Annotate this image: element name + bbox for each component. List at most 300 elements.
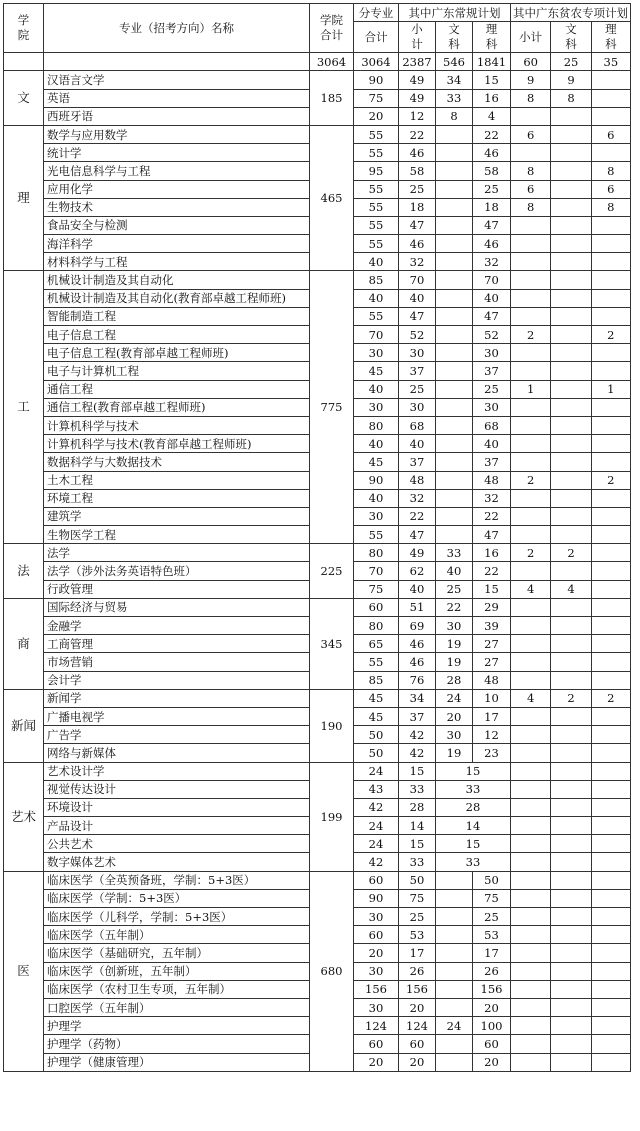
major-name-cell: 视觉传达设计 bbox=[44, 780, 310, 798]
poverty-subtotal-cell bbox=[511, 1035, 551, 1053]
regular-arts-cell: 33 bbox=[436, 89, 473, 107]
regular-arts-cell bbox=[436, 962, 473, 980]
regular-science-cell: 26 bbox=[473, 962, 511, 980]
by-major-total-cell: 55 bbox=[354, 307, 399, 325]
by-major-total-cell: 85 bbox=[354, 671, 399, 689]
poverty-subtotal-cell bbox=[511, 1017, 551, 1035]
poverty-science-cell bbox=[591, 798, 630, 816]
regular-arts-cell: 40 bbox=[436, 562, 473, 580]
major-name-cell: 金融学 bbox=[44, 617, 310, 635]
regular-arts-cell: 22 bbox=[436, 598, 473, 616]
college-name-cell: 工 bbox=[4, 271, 44, 544]
regular-arts-cell: 19 bbox=[436, 653, 473, 671]
regular-arts-cell bbox=[436, 144, 473, 162]
regular-subtotal-cell: 12 bbox=[399, 107, 436, 125]
regular-subtotal-cell: 22 bbox=[399, 125, 436, 143]
college-name-cell: 理 bbox=[4, 125, 44, 271]
major-name-cell: 临床医学（基础研究，五年制） bbox=[44, 944, 310, 962]
regular-arts-cell: 8 bbox=[436, 107, 473, 125]
regular-arts-cell: 30 bbox=[436, 726, 473, 744]
poverty-science-cell bbox=[591, 908, 630, 926]
table-row bbox=[4, 689, 631, 707]
regular-subtotal-cell: 124 bbox=[399, 1017, 436, 1035]
poverty-arts-cell bbox=[551, 507, 591, 525]
regular-subtotal-cell: 25 bbox=[399, 180, 436, 198]
regular-science-cell: 52 bbox=[473, 326, 511, 344]
regular-arts-cell bbox=[436, 416, 473, 434]
major-name-cell: 英语 bbox=[44, 89, 310, 107]
major-name-cell: 机械设计制造及其自动化(教育部卓越工程师班) bbox=[44, 289, 310, 307]
regular-science-cell: 25 bbox=[473, 908, 511, 926]
regular-arts-cell bbox=[436, 307, 473, 325]
regular-science-cell: 47 bbox=[473, 526, 511, 544]
major-name-cell: 法学（涉外法务英语特色班） bbox=[44, 562, 310, 580]
regular-arts-cell bbox=[436, 326, 473, 344]
regular-arts-cell bbox=[436, 235, 473, 253]
poverty-subtotal-cell: 2 bbox=[511, 471, 551, 489]
poverty-subtotal-cell bbox=[511, 726, 551, 744]
poverty-arts-cell bbox=[551, 944, 591, 962]
by-major-total-cell: 45 bbox=[354, 707, 399, 725]
major-name-cell: 公共艺术 bbox=[44, 835, 310, 853]
poverty-science-cell bbox=[591, 71, 630, 89]
poverty-science-cell bbox=[591, 635, 630, 653]
poverty-arts-cell: 4 bbox=[551, 580, 591, 598]
by-major-total-cell: 40 bbox=[354, 489, 399, 507]
major-name-cell: 护理学（健康管理） bbox=[44, 1053, 310, 1071]
poverty-subtotal-cell bbox=[511, 453, 551, 471]
poverty-arts-cell bbox=[551, 617, 591, 635]
poverty-arts-cell bbox=[551, 780, 591, 798]
poverty-subtotal-cell bbox=[511, 617, 551, 635]
regular-subtotal-cell: 17 bbox=[399, 944, 436, 962]
regular-arts-science-cell: 33 bbox=[436, 853, 511, 871]
regular-arts-cell: 33 bbox=[436, 544, 473, 562]
regular-subtotal-cell: 32 bbox=[399, 489, 436, 507]
major-name-cell: 通信工程 bbox=[44, 380, 310, 398]
poverty-science-cell bbox=[591, 416, 630, 434]
regular-subtotal-cell: 25 bbox=[399, 380, 436, 398]
regular-subtotal-cell: 68 bbox=[399, 416, 436, 434]
major-name-cell: 产品设计 bbox=[44, 817, 310, 835]
regular-science-cell: 50 bbox=[473, 871, 511, 889]
regular-science-cell: 22 bbox=[473, 125, 511, 143]
major-name-cell: 应用化学 bbox=[44, 180, 310, 198]
regular-arts-cell bbox=[436, 889, 473, 907]
poverty-arts-cell bbox=[551, 835, 591, 853]
major-name-cell: 行政管理 bbox=[44, 580, 310, 598]
major-name-cell: 统计学 bbox=[44, 144, 310, 162]
poverty-arts-cell bbox=[551, 180, 591, 198]
poverty-subtotal-cell: 1 bbox=[511, 380, 551, 398]
by-major-total-cell: 50 bbox=[354, 726, 399, 744]
by-major-total-cell: 24 bbox=[354, 762, 399, 780]
major-name-cell: 临床医学（全英预备班，学制：5+3医） bbox=[44, 871, 310, 889]
poverty-subtotal-cell bbox=[511, 817, 551, 835]
by-major-total-cell: 55 bbox=[354, 216, 399, 234]
poverty-science-cell bbox=[591, 726, 630, 744]
poverty-science-cell: 6 bbox=[591, 180, 630, 198]
college-name-cell: 艺术 bbox=[4, 762, 44, 871]
poverty-science-cell bbox=[591, 526, 630, 544]
poverty-arts-cell bbox=[551, 107, 591, 125]
by-major-total-cell: 42 bbox=[354, 853, 399, 871]
regular-science-cell: 4 bbox=[473, 107, 511, 125]
poverty-science-cell bbox=[591, 998, 630, 1016]
regular-science-cell: 27 bbox=[473, 635, 511, 653]
poverty-subtotal-cell bbox=[511, 653, 551, 671]
poverty-arts-cell bbox=[551, 980, 591, 998]
major-name-cell: 汉语言文学 bbox=[44, 71, 310, 89]
poverty-subtotal-cell bbox=[511, 1053, 551, 1071]
poverty-subtotal-cell bbox=[511, 889, 551, 907]
regular-science-cell: 29 bbox=[473, 598, 511, 616]
regular-arts-cell bbox=[436, 435, 473, 453]
poverty-subtotal-cell bbox=[511, 853, 551, 871]
regular-subtotal-cell: 62 bbox=[399, 562, 436, 580]
major-name-cell: 通信工程(教育部卓越工程师班) bbox=[44, 398, 310, 416]
poverty-arts-cell bbox=[551, 798, 591, 816]
poverty-subtotal-cell bbox=[511, 762, 551, 780]
regular-science-cell: 22 bbox=[473, 562, 511, 580]
poverty-science-cell bbox=[591, 144, 630, 162]
poverty-science-cell bbox=[591, 107, 630, 125]
by-major-total-cell: 30 bbox=[354, 962, 399, 980]
major-name-cell: 工商管理 bbox=[44, 635, 310, 653]
poverty-science-cell bbox=[591, 1017, 630, 1035]
regular-subtotal-cell: 40 bbox=[399, 435, 436, 453]
poverty-science-cell: 8 bbox=[591, 198, 630, 216]
header-gd-regular: 其中广东常规计划 bbox=[399, 4, 511, 22]
poverty-arts-cell bbox=[551, 289, 591, 307]
by-major-total-cell: 42 bbox=[354, 798, 399, 816]
by-major-total-cell: 90 bbox=[354, 889, 399, 907]
regular-arts-cell bbox=[436, 489, 473, 507]
poverty-arts-cell bbox=[551, 671, 591, 689]
poverty-subtotal-cell bbox=[511, 780, 551, 798]
regular-science-cell: 48 bbox=[473, 671, 511, 689]
regular-subtotal-cell: 46 bbox=[399, 635, 436, 653]
poverty-arts-cell: 2 bbox=[551, 689, 591, 707]
poverty-subtotal-cell bbox=[511, 216, 551, 234]
poverty-science-cell bbox=[591, 980, 630, 998]
regular-subtotal-cell: 50 bbox=[399, 871, 436, 889]
regular-subtotal-cell: 18 bbox=[399, 198, 436, 216]
regular-subtotal-cell: 25 bbox=[399, 908, 436, 926]
table-row bbox=[4, 271, 631, 289]
poverty-science-cell bbox=[591, 853, 630, 871]
by-major-total-cell: 60 bbox=[354, 871, 399, 889]
major-name-cell: 数学与应用数学 bbox=[44, 125, 310, 143]
major-name-cell: 口腔医学（五年制） bbox=[44, 998, 310, 1016]
regular-subtotal-cell: 49 bbox=[399, 89, 436, 107]
regular-subtotal-cell: 156 bbox=[399, 980, 436, 998]
regular-subtotal-cell: 47 bbox=[399, 216, 436, 234]
regular-arts-cell bbox=[436, 1053, 473, 1071]
by-major-total-cell: 20 bbox=[354, 944, 399, 962]
poverty-arts-cell bbox=[551, 144, 591, 162]
header-college: 学院 bbox=[4, 4, 44, 53]
by-major-total-cell: 75 bbox=[354, 580, 399, 598]
poverty-arts-cell bbox=[551, 344, 591, 362]
major-name-cell: 西班牙语 bbox=[44, 107, 310, 125]
poverty-arts-cell bbox=[551, 271, 591, 289]
poverty-arts-cell bbox=[551, 453, 591, 471]
enrollment-plan-table-wrapper bbox=[3, 3, 631, 1072]
regular-science-cell: 16 bbox=[473, 89, 511, 107]
poverty-arts-cell bbox=[551, 635, 591, 653]
regular-subtotal-cell: 32 bbox=[399, 253, 436, 271]
poverty-arts-cell bbox=[551, 562, 591, 580]
regular-subtotal-cell: 20 bbox=[399, 998, 436, 1016]
by-major-total-cell: 85 bbox=[354, 271, 399, 289]
by-major-total-cell: 65 bbox=[354, 635, 399, 653]
poverty-arts-cell bbox=[551, 998, 591, 1016]
by-major-total-cell: 60 bbox=[354, 926, 399, 944]
by-major-total-cell: 156 bbox=[354, 980, 399, 998]
poverty-arts-cell bbox=[551, 1035, 591, 1053]
regular-arts-cell bbox=[436, 980, 473, 998]
by-major-total-cell: 43 bbox=[354, 780, 399, 798]
poverty-subtotal-cell: 4 bbox=[511, 689, 551, 707]
totals-row bbox=[4, 53, 631, 71]
regular-subtotal-cell: 34 bbox=[399, 689, 436, 707]
by-major-total-cell: 124 bbox=[354, 1017, 399, 1035]
by-major-total-cell: 70 bbox=[354, 562, 399, 580]
by-major-total-cell: 55 bbox=[354, 526, 399, 544]
regular-science-cell: 23 bbox=[473, 744, 511, 762]
poverty-arts-cell bbox=[551, 1017, 591, 1035]
poverty-arts-cell bbox=[551, 871, 591, 889]
college-total-cell: 775 bbox=[310, 271, 354, 544]
header-college-total: 学院合计 bbox=[310, 4, 354, 53]
regular-arts-cell bbox=[436, 380, 473, 398]
regular-science-cell: 20 bbox=[473, 998, 511, 1016]
by-major-total-cell: 30 bbox=[354, 507, 399, 525]
totals-cell: 1841 bbox=[473, 53, 511, 71]
poverty-subtotal-cell: 9 bbox=[511, 71, 551, 89]
by-major-total-cell: 75 bbox=[354, 89, 399, 107]
poverty-subtotal-cell bbox=[511, 271, 551, 289]
poverty-arts-cell bbox=[551, 817, 591, 835]
regular-subtotal-cell: 75 bbox=[399, 889, 436, 907]
regular-science-cell: 37 bbox=[473, 362, 511, 380]
major-name-cell: 临床医学（学制：5+3医） bbox=[44, 889, 310, 907]
by-major-total-cell: 30 bbox=[354, 998, 399, 1016]
poverty-arts-cell bbox=[551, 380, 591, 398]
regular-subtotal-cell: 30 bbox=[399, 344, 436, 362]
poverty-science-cell bbox=[591, 489, 630, 507]
regular-subtotal-cell: 15 bbox=[399, 762, 436, 780]
poverty-science-cell bbox=[591, 1035, 630, 1053]
totals-cell: 25 bbox=[551, 53, 591, 71]
regular-arts-cell bbox=[436, 507, 473, 525]
regular-arts-cell: 30 bbox=[436, 617, 473, 635]
regular-subtotal-cell: 76 bbox=[399, 671, 436, 689]
by-major-total-cell: 45 bbox=[354, 689, 399, 707]
regular-arts-cell bbox=[436, 125, 473, 143]
by-major-total-cell: 80 bbox=[354, 416, 399, 434]
regular-subtotal-cell: 20 bbox=[399, 1053, 436, 1071]
poverty-science-cell bbox=[591, 562, 630, 580]
major-name-cell: 生物技术 bbox=[44, 198, 310, 216]
major-name-cell: 光电信息科学与工程 bbox=[44, 162, 310, 180]
college-name-cell: 商 bbox=[4, 598, 44, 689]
poverty-arts-cell bbox=[551, 489, 591, 507]
regular-arts-cell: 28 bbox=[436, 671, 473, 689]
poverty-science-cell bbox=[591, 817, 630, 835]
college-total-cell: 465 bbox=[310, 125, 354, 271]
college-name-cell: 文 bbox=[4, 71, 44, 126]
regular-science-cell: 12 bbox=[473, 726, 511, 744]
major-name-cell: 护理学 bbox=[44, 1017, 310, 1035]
poverty-science-cell bbox=[591, 89, 630, 107]
poverty-subtotal-cell bbox=[511, 307, 551, 325]
regular-subtotal-cell: 46 bbox=[399, 144, 436, 162]
header-poverty-arts: 文科 bbox=[551, 22, 591, 53]
regular-science-cell: 10 bbox=[473, 689, 511, 707]
regular-science-cell: 22 bbox=[473, 507, 511, 525]
regular-subtotal-cell: 33 bbox=[399, 853, 436, 871]
poverty-subtotal-cell: 2 bbox=[511, 544, 551, 562]
regular-arts-science-cell: 33 bbox=[436, 780, 511, 798]
table-body bbox=[4, 71, 631, 1071]
major-name-cell: 艺术设计学 bbox=[44, 762, 310, 780]
regular-subtotal-cell: 60 bbox=[399, 1035, 436, 1053]
poverty-arts-cell bbox=[551, 762, 591, 780]
poverty-science-cell bbox=[591, 744, 630, 762]
by-major-total-cell: 40 bbox=[354, 289, 399, 307]
regular-arts-cell: 25 bbox=[436, 580, 473, 598]
poverty-science-cell bbox=[591, 962, 630, 980]
by-major-total-cell: 55 bbox=[354, 144, 399, 162]
major-name-cell: 会计学 bbox=[44, 671, 310, 689]
regular-science-cell: 27 bbox=[473, 653, 511, 671]
regular-science-cell: 32 bbox=[473, 253, 511, 271]
regular-arts-cell bbox=[436, 526, 473, 544]
regular-subtotal-cell: 49 bbox=[399, 71, 436, 89]
poverty-subtotal-cell bbox=[511, 707, 551, 725]
regular-science-cell: 25 bbox=[473, 180, 511, 198]
major-name-cell: 数据科学与大数据技术 bbox=[44, 453, 310, 471]
by-major-total-cell: 60 bbox=[354, 598, 399, 616]
poverty-science-cell bbox=[591, 253, 630, 271]
major-name-cell: 临床医学（儿科学，学制：5+3医） bbox=[44, 908, 310, 926]
regular-arts-cell: 19 bbox=[436, 744, 473, 762]
table-row bbox=[4, 762, 631, 780]
major-name-cell: 建筑学 bbox=[44, 507, 310, 525]
header-regular-science: 理科 bbox=[473, 22, 511, 53]
regular-science-cell: 47 bbox=[473, 307, 511, 325]
regular-arts-cell bbox=[436, 908, 473, 926]
poverty-science-cell bbox=[591, 398, 630, 416]
poverty-arts-cell bbox=[551, 653, 591, 671]
by-major-total-cell: 30 bbox=[354, 398, 399, 416]
major-name-cell: 环境设计 bbox=[44, 798, 310, 816]
poverty-science-cell bbox=[591, 580, 630, 598]
poverty-science-cell bbox=[591, 707, 630, 725]
regular-science-cell: 156 bbox=[473, 980, 511, 998]
poverty-arts-cell bbox=[551, 962, 591, 980]
poverty-arts-cell bbox=[551, 926, 591, 944]
regular-subtotal-cell: 49 bbox=[399, 544, 436, 562]
regular-science-cell: 60 bbox=[473, 1035, 511, 1053]
header-regular-arts: 文科 bbox=[436, 22, 473, 53]
poverty-science-cell: 6 bbox=[591, 125, 630, 143]
major-name-cell: 新闻学 bbox=[44, 689, 310, 707]
by-major-total-cell: 40 bbox=[354, 253, 399, 271]
regular-arts-cell bbox=[436, 253, 473, 271]
totals-cell: 3064 bbox=[310, 53, 354, 71]
poverty-arts-cell bbox=[551, 198, 591, 216]
college-total-cell: 680 bbox=[310, 871, 354, 1071]
poverty-subtotal-cell bbox=[511, 980, 551, 998]
totals-blank bbox=[4, 53, 44, 71]
regular-science-cell: 25 bbox=[473, 380, 511, 398]
by-major-total-cell: 40 bbox=[354, 380, 399, 398]
poverty-science-cell bbox=[591, 598, 630, 616]
regular-subtotal-cell: 48 bbox=[399, 471, 436, 489]
poverty-science-cell bbox=[591, 671, 630, 689]
major-name-cell: 临床医学（五年制） bbox=[44, 926, 310, 944]
major-name-cell: 电子信息工程 bbox=[44, 326, 310, 344]
regular-subtotal-cell: 47 bbox=[399, 307, 436, 325]
major-name-cell: 临床医学（创新班，五年制） bbox=[44, 962, 310, 980]
header-by-major: 分专业 bbox=[354, 4, 399, 22]
by-major-total-cell: 20 bbox=[354, 1053, 399, 1071]
by-major-total-cell: 90 bbox=[354, 71, 399, 89]
poverty-science-cell bbox=[591, 617, 630, 635]
poverty-subtotal-cell bbox=[511, 253, 551, 271]
poverty-subtotal-cell bbox=[511, 344, 551, 362]
regular-subtotal-cell: 51 bbox=[399, 598, 436, 616]
poverty-arts-cell bbox=[551, 416, 591, 434]
header-poverty-subtotal: 小计 bbox=[511, 22, 551, 53]
regular-subtotal-cell: 53 bbox=[399, 926, 436, 944]
by-major-total-cell: 55 bbox=[354, 653, 399, 671]
poverty-subtotal-cell bbox=[511, 835, 551, 853]
regular-science-cell: 30 bbox=[473, 398, 511, 416]
college-total-cell: 345 bbox=[310, 598, 354, 689]
poverty-arts-cell bbox=[551, 435, 591, 453]
poverty-arts-cell bbox=[551, 362, 591, 380]
by-major-total-cell: 80 bbox=[354, 617, 399, 635]
major-name-cell: 电子与计算机工程 bbox=[44, 362, 310, 380]
table-row bbox=[4, 544, 631, 562]
totals-cell: 35 bbox=[591, 53, 630, 71]
major-name-cell: 土木工程 bbox=[44, 471, 310, 489]
regular-subtotal-cell: 46 bbox=[399, 653, 436, 671]
by-major-total-cell: 45 bbox=[354, 453, 399, 471]
regular-arts-cell: 34 bbox=[436, 71, 473, 89]
regular-science-cell: 53 bbox=[473, 926, 511, 944]
regular-science-cell: 39 bbox=[473, 617, 511, 635]
major-name-cell: 数字媒体艺术 bbox=[44, 853, 310, 871]
college-name-cell: 医 bbox=[4, 871, 44, 1071]
major-name-cell: 国际经济与贸易 bbox=[44, 598, 310, 616]
poverty-science-cell bbox=[591, 271, 630, 289]
poverty-science-cell bbox=[591, 344, 630, 362]
poverty-subtotal-cell bbox=[511, 144, 551, 162]
major-name-cell: 广告学 bbox=[44, 726, 310, 744]
poverty-science-cell bbox=[591, 871, 630, 889]
regular-arts-cell bbox=[436, 180, 473, 198]
regular-science-cell: 32 bbox=[473, 489, 511, 507]
regular-arts-cell: 24 bbox=[436, 1017, 473, 1035]
regular-science-cell: 75 bbox=[473, 889, 511, 907]
poverty-arts-cell bbox=[551, 853, 591, 871]
regular-subtotal-cell: 70 bbox=[399, 271, 436, 289]
